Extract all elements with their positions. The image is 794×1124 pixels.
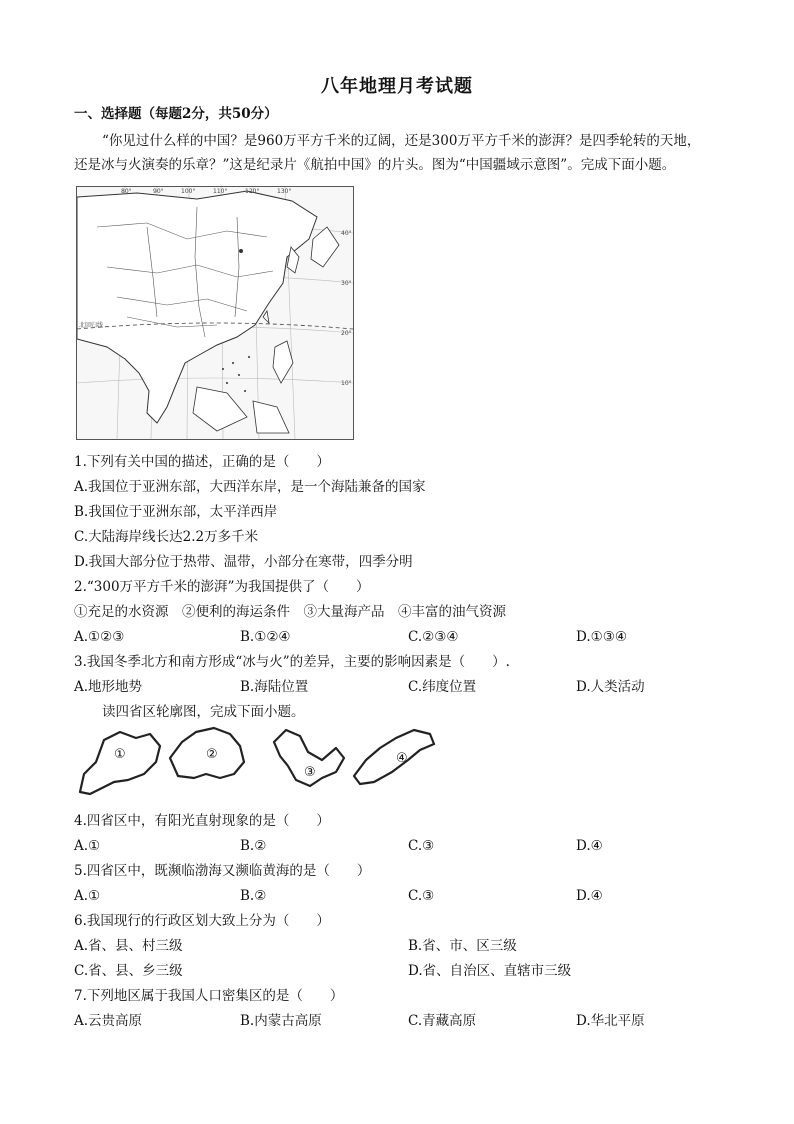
q1-option-d: D.我国大部分位于热带、温带，小部分在寒带，四季分明 (74, 554, 413, 570)
q3-option-c: C.纬度位置 (408, 679, 477, 695)
q7-option-a: A.云贵高原 (74, 1013, 143, 1029)
q2-option-a: A.①②③ (74, 629, 125, 645)
q7-option-c: C.青藏高原 (408, 1013, 477, 1029)
q2-items: ①充足的水资源 ②便利的海运条件 ③大量海产品 ④丰富的油气资源 (74, 604, 506, 620)
q5-option-c: C.③ (408, 888, 435, 904)
lat-label: 40° (341, 230, 352, 237)
tropic-label: 北回归线 (79, 322, 104, 329)
province-outlines (74, 722, 440, 804)
q3-option-a: A.地形地势 (74, 679, 143, 695)
lon-label: 100° (181, 188, 196, 195)
q6-option-a: A.省、县、村三级 (74, 938, 183, 954)
q5-option-a: A.① (74, 888, 101, 904)
lon-label: 80° (121, 188, 132, 195)
lon-label: 130° (277, 188, 292, 195)
province-drawing (74, 722, 440, 804)
intro-line-2: 还是冰与火演奏的乐章？”这是纪录片《航拍中国》的片头。图为“中国疆域示意图”。完成下面小题。 (74, 157, 676, 173)
page-title: 八年地理月考试题 (321, 76, 473, 97)
china-territory-map (76, 186, 354, 440)
q2-option-b: B.①②④ (240, 629, 291, 645)
province-label-4: ④ (396, 751, 408, 766)
intro-line-1: “你见过什么样的中国？是960万平方千米的辽阔，还是300万平方千米的澎湃？是四季轮转的天地， (102, 133, 701, 149)
q4-stem: 4.四省区中，有阳光直射现象的是（ ） (74, 813, 330, 829)
q7-option-b: B.内蒙古高原 (240, 1013, 322, 1029)
q7-option-d: D.华北平原 (576, 1013, 645, 1029)
province-label-1: ① (114, 747, 126, 762)
q6-option-c: C.省、县、乡三级 (74, 963, 183, 979)
lat-label: 30° (341, 280, 352, 287)
lat-label: 10° (341, 380, 352, 387)
q6-stem: 6.我国现行的行政区划大致上分为（ ） (74, 913, 330, 929)
province-label-2: ② (206, 747, 218, 762)
q4-option-c: C.③ (408, 838, 435, 854)
map-drawing (77, 187, 353, 439)
q4-option-a: A.① (74, 838, 101, 854)
q7-stem: 7.下列地区属于我国人口密集区的是（ ） (74, 988, 344, 1004)
lat-label: 20° (341, 330, 352, 337)
lon-label: 90° (153, 188, 164, 195)
q2-option-d: D.①③④ (576, 629, 627, 645)
q4-option-b: B.② (240, 838, 267, 854)
q5-stem: 5.四省区中，既濒临渤海又濒临黄海的是（ ） (74, 863, 371, 879)
q6-option-d: D.省、自治区、直辖市三级 (408, 963, 572, 979)
read-prompt: 读四省区轮廓图，完成下面小题。 (102, 704, 305, 720)
q3-stem: 3.我国冬季北方和南方形成“冰与火”的差异，主要的影响因素是（ ）. (74, 654, 510, 670)
q1-option-a: A.我国位于亚洲东部，大西洋东岸，是一个海陆兼备的国家 (74, 479, 426, 495)
q1-stem: 1.下列有关中国的描述，正确的是（ ） (74, 454, 330, 470)
q1-option-c: C.大陆海岸线长达2.2万多千米 (74, 529, 259, 545)
lon-label: 120° (245, 188, 260, 195)
q3-option-b: B.海陆位置 (240, 679, 309, 695)
q5-option-b: B.② (240, 888, 267, 904)
province-label-3: ③ (304, 765, 316, 780)
q6-option-b: B.省、市、区三级 (408, 938, 517, 954)
q5-option-d: D.④ (576, 888, 603, 904)
lon-label: 110° (213, 188, 228, 195)
q2-stem: 2.“300万平方千米的澎湃”为我国提供了（ ） (74, 579, 370, 595)
q2-option-c: C.②③④ (408, 629, 459, 645)
q4-option-d: D.④ (576, 838, 603, 854)
q3-option-d: D.人类活动 (576, 679, 645, 695)
q1-option-b: B.我国位于亚洲东部，太平洋西岸 (74, 504, 278, 520)
section-heading: 一、选择题（每题2分，共50分） (74, 106, 278, 122)
